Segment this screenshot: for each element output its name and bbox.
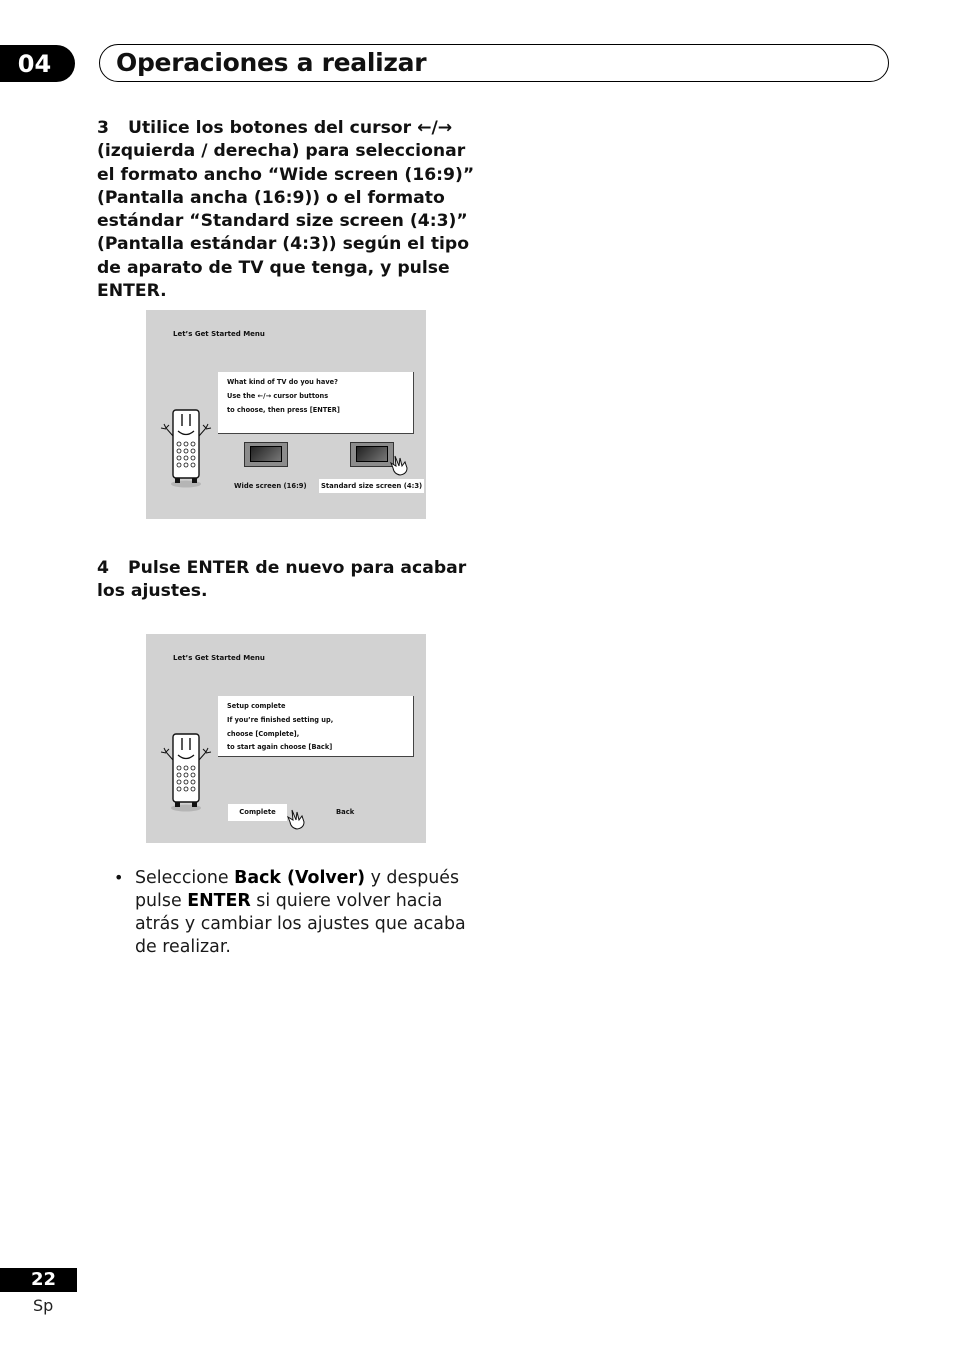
- language-code: Sp: [33, 1296, 54, 1315]
- step-4-text: Pulse ENTER de nuevo para acabar los ajustes.: [97, 558, 467, 602]
- message-box: [218, 372, 414, 434]
- back-button[interactable]: Back: [336, 808, 355, 816]
- remote-mascot-icon: [156, 406, 216, 490]
- chapter-number: 04: [0, 45, 75, 82]
- message-line: If you’re finished setting up,: [227, 715, 334, 724]
- message-line: to choose, then press [ENTER]: [227, 405, 340, 414]
- tv-type-screen: [146, 310, 426, 519]
- option-wide-screen: Wide screen (16:9): [234, 482, 307, 490]
- option-standard-screen: Standard size screen (4:3): [319, 479, 424, 493]
- step-3-text-a: Utilice los botones del cursor: [128, 118, 412, 138]
- step-3-instruction: [97, 117, 487, 303]
- pointing-hand-icon: [390, 454, 410, 476]
- cursor-arrows: ←/→: [417, 118, 453, 138]
- message-line: Use the ←/→ cursor buttons: [227, 391, 329, 400]
- step-number: 3: [97, 118, 109, 138]
- message-line: What kind of TV do you have?: [227, 378, 338, 386]
- complete-button[interactable]: Complete: [228, 804, 287, 821]
- bullet-bold-back: Back (Volver): [234, 868, 366, 888]
- widescreen-tv-icon: [244, 442, 288, 467]
- bullet-symbol: •: [114, 868, 124, 887]
- step-number: 4: [97, 558, 109, 578]
- bullet-note: [135, 867, 480, 959]
- pointing-hand-icon: [287, 808, 307, 830]
- step-4-instruction: [97, 557, 487, 604]
- message-line: Setup complete: [227, 702, 286, 710]
- message-box: [218, 696, 414, 757]
- menu-title: Let’s Get Started Menu: [173, 330, 265, 338]
- chapter-title: Operaciones a realizar: [116, 48, 427, 77]
- step-3-text-b: (izquierda / derecha) para seleccionar el formato ancho “Wide screen (16:9)” (Pantalla ancha (16:9)) o el formato estándar “Standard size screen (4:3)” (Pantalla estándar (4:3)) según el tipo de aparato de TV que tenga, y pulse ENTER.: [97, 141, 475, 302]
- bullet-text: Seleccione: [135, 868, 235, 888]
- remote-mascot-icon: [156, 730, 216, 814]
- message-line: to start again choose [Back]: [227, 743, 333, 752]
- page-number: 22: [0, 1268, 77, 1292]
- bullet-text: y después pulse: [135, 868, 460, 911]
- menu-title: Let’s Get Started Menu: [173, 654, 265, 662]
- bullet-text: si quiere volver hacia atrás y cambiar los ajustes que acaba de realizar.: [135, 891, 466, 957]
- bullet-bold-enter: ENTER: [187, 891, 251, 911]
- standard-tv-icon: [350, 442, 394, 467]
- message-line: choose [Complete],: [227, 729, 300, 738]
- setup-complete-screen: [146, 634, 426, 843]
